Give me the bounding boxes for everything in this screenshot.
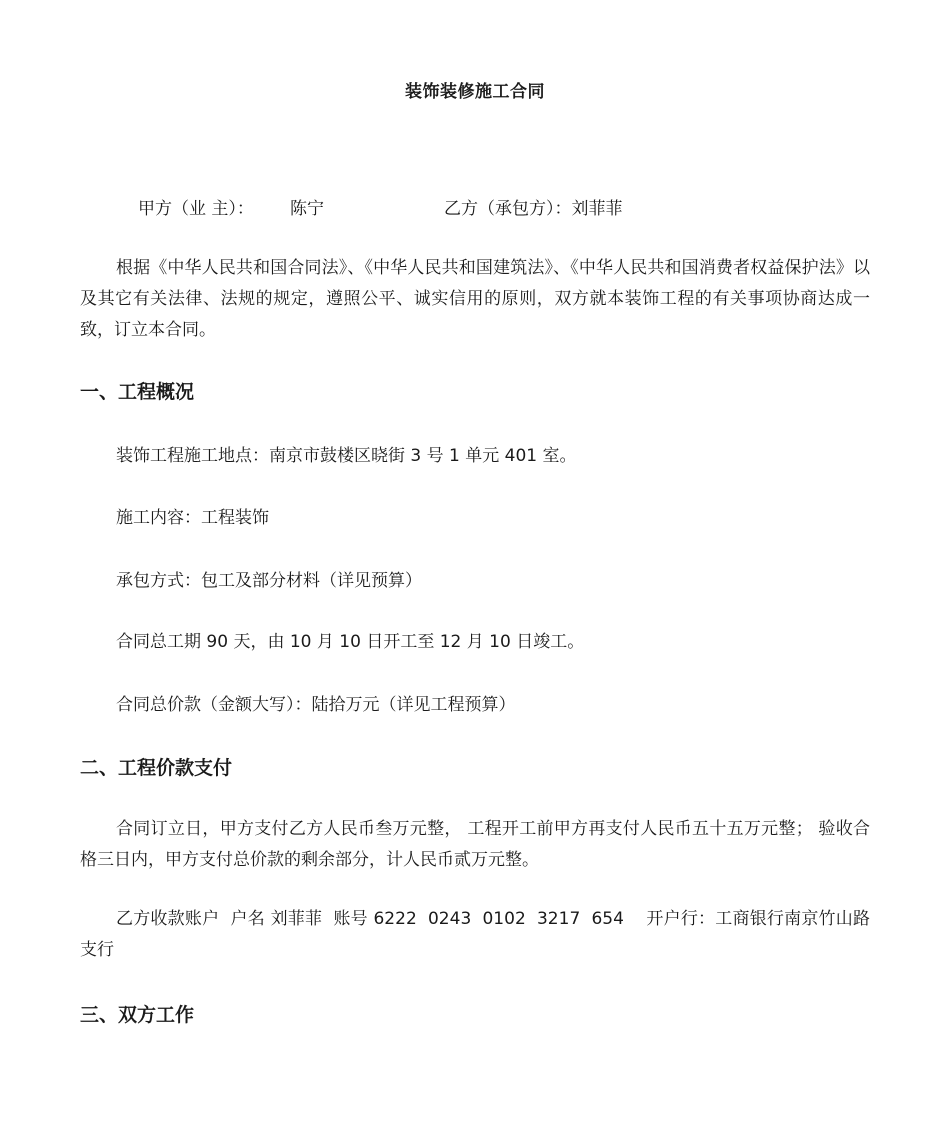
price-line: 合同总价款（金额大写）：陆拾万元（详见工程预算） [116, 695, 516, 715]
party-b-label: 乙方（承包方）： [444, 199, 572, 219]
intro-paragraph: 根据《中华人民共和国合同法》、《中华人民共和国建筑法》、《中华人民共和国消费者权益保护法》以及其它有关法律、法规的规定，遵照公平、诚实信用的原则，双方就本装饰工程的有关事项协商达成一致，订立本合同。 [80, 258, 870, 340]
party-a-label: 甲方（业 主）： [138, 199, 254, 219]
payment-paragraph: 合同订立日，甲方支付乙方人民币叁万元整， 工程开工前甲方再支付人民币五十五万元整； 验收合格三日内，甲方支付总价款的剩余部分，计人民币贰万元整。 [80, 819, 870, 870]
party-a-name: 陈宁 [290, 199, 324, 219]
party-b-name: 刘菲菲 [571, 199, 623, 219]
section-1-heading: 一、工程概况 [80, 381, 195, 403]
content-line: 施工内容：工程装饰 [116, 508, 269, 528]
period-line: 合同总工期 90 天，由 10 月 10 日开工至 12 月 10 日竣工。 [116, 632, 585, 652]
location-line: 装饰工程施工地点：南京市鼓楼区晓街 3 号 1 单元 401 室。 [116, 446, 577, 466]
section-2-heading: 二、工程价款支付 [80, 757, 233, 779]
document-title: 装饰装修施工合同 [405, 82, 545, 102]
account-paragraph: 乙方收款账户 户名 刘菲菲 账号 6222 0243 0102 3217 654 开户行：工商银行南京竹山路支行 [80, 909, 870, 960]
parties-line [138, 194, 623, 219]
section-3-heading: 三、双方工作 [80, 1004, 195, 1026]
method-line: 承包方式：包工及部分材料（详见预算） [116, 571, 422, 591]
